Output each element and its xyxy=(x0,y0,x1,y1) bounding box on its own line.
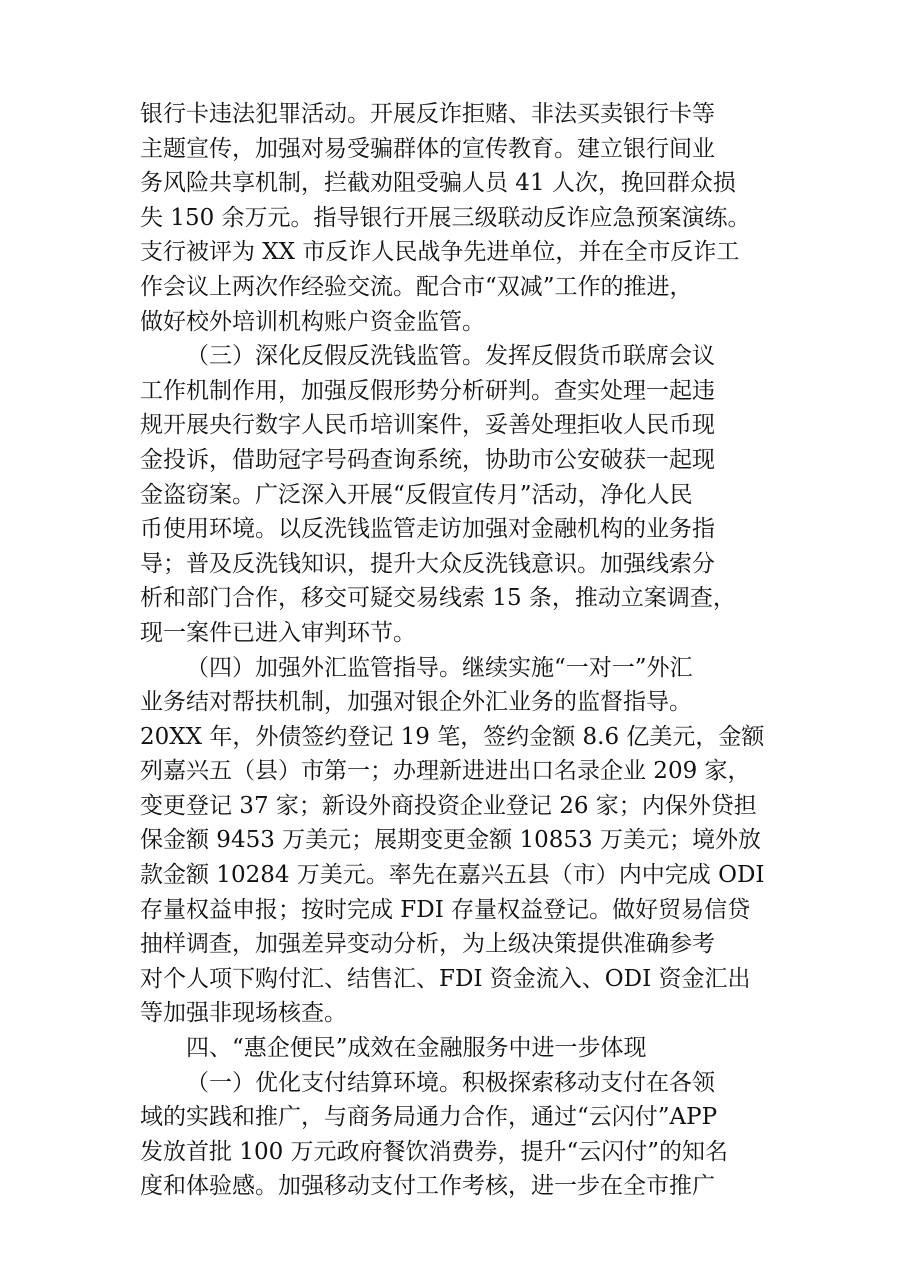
text-line: 工作机制作用，加强反假形势分析研判。查实处理一起违 xyxy=(140,377,715,404)
text-line: 析和部门合作，移交可疑交易线索 15 条，推动立案调查， xyxy=(140,585,736,612)
text-line: 等加强非现场核查。 xyxy=(140,1000,347,1027)
text-line: 支行被评为 XX 市反诈人民战争先进单位，并在全市反诈工 xyxy=(140,239,740,266)
text-line: 款金额 10284 万美元。率先在嘉兴五县（市）内中完成 ODI xyxy=(140,862,765,889)
text-line: 金盗窃案。广泛深入开展“反假宣传月”活动，净化人民 xyxy=(140,481,693,508)
text-line: 失 150 余万元。指导银行开展三级联动反诈应急预案演练。 xyxy=(140,204,751,231)
text-line: 对个人项下购付汇、结售汇、FDI 资金流入、ODI 资金汇出 xyxy=(140,965,751,992)
text-line: （三）深化反假反洗钱监管。发挥反假货币联席会议 xyxy=(186,343,715,370)
text-line: 作会议上两次作经验交流。配合市“双减”工作的推进， xyxy=(140,273,693,300)
text-line: 务风险共享机制，拦截劝阻受骗人员 41 人次，挽回群众损 xyxy=(140,170,736,197)
text-line: 列嘉兴五（县）市第一；办理新进进出口名录企业 209 家， xyxy=(140,758,751,785)
text-line: 银行卡违法犯罪活动。开展反诈拒赌、非法买卖银行卡等 xyxy=(140,101,715,127)
text-line: 发放首批 100 万元政府餐饮消费券，提升“云闪付”的知名 xyxy=(140,1138,729,1165)
text-line: 度和体验感。加强移动支付工作考核，进一步在全市推广 xyxy=(140,1173,715,1200)
text-line: 主题宣传，加强对易受骗群体的宣传教育。建立银行间业 xyxy=(140,135,715,162)
text-line: 四、“惠企便民”成效在金融服务中进一步体现 xyxy=(186,1035,647,1062)
text-line: 现一案件已进入审判环节。 xyxy=(140,619,416,646)
text-line: 币使用环境。以反洗钱监管走访加强对金融机构的业务指 xyxy=(140,516,715,543)
text-line: 存量权益申报；按时完成 FDI 存量权益登记。做好贸易信贷 xyxy=(140,896,751,923)
text-line: 变更登记 37 家；新设外商投资企业登记 26 家；内保外贷担 xyxy=(140,792,757,819)
text-line: 抽样调查，加强差异变动分析，为上级决策提供准确参考 xyxy=(140,931,715,958)
text-line: 业务结对帮扶机制，加强对银企外汇业务的监督指导。 xyxy=(140,689,692,716)
text-line: 保金额 9453 万美元；展期变更金额 10853 万美元；境外放 xyxy=(140,827,761,854)
text-line: （四）加强外汇监管指导。继续实施“一对一”外汇 xyxy=(186,654,693,681)
text-line: 做好校外培训机构账户资金监管。 xyxy=(140,308,485,335)
text-line: （一）优化支付结算环境。积极探索移动支付在各领 xyxy=(186,1069,715,1096)
text-line: 规开展央行数字人民币培训案件，妥善处理拒收人民币现 xyxy=(140,412,715,439)
text-line: 域的实践和推广，与商务局通力合作，通过“云闪付”APP xyxy=(140,1104,718,1131)
text-line: 20XX 年，外债签约登记 19 笔，签约金额 8.6 亿美元，金额 xyxy=(140,723,765,750)
text-line: 金投诉，借助冠字号码查询系统，协助市公安破获一起现 xyxy=(140,446,715,473)
document-body xyxy=(140,97,780,1204)
text-line: 导；普及反洗钱知识，提升大众反洗钱意识。加强线索分 xyxy=(140,550,715,577)
